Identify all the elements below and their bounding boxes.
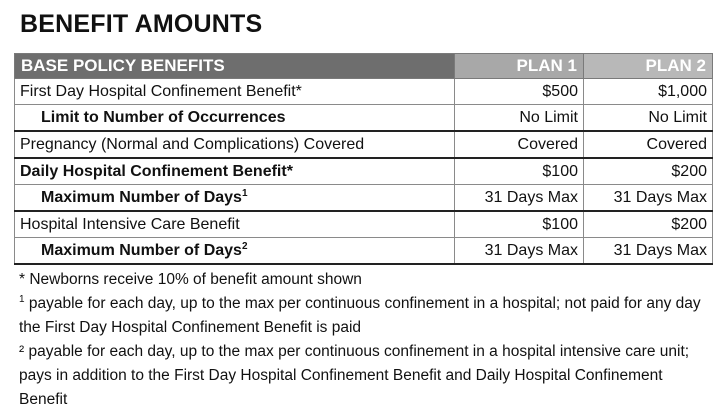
footnote-2-text: payable for each day, up to the max per continuous confinement in a hospital intensive care unit; pays in addition to the First Day Hospital Confinement Benefit and Daily Hospital Confinement Benefit [19,343,690,408]
row-plan-1-value: Covered [455,131,584,158]
row-plan-1-value: $500 [455,79,584,105]
row-plan-1-value: No Limit [455,105,584,132]
row-plan-2-value: $1,000 [584,79,713,105]
table-row [15,211,713,238]
page-title: BENEFIT AMOUNTS [20,10,263,38]
footnote-1-text: payable for each day, up to the max per continuous confinement in a hospital; not paid for any day the First Day Hospital Confinement Benefit is paid [19,295,701,336]
header-plan-1: PLAN 1 [455,54,584,79]
footnote-mark: 2 [241,240,248,252]
row-label: Daily Hospital Confinement Benefit* [15,158,455,185]
table-row [15,105,713,132]
table-row [15,185,713,212]
footnote-2-mark: ² [19,343,25,360]
table-row [15,238,713,265]
row-label: Pregnancy (Normal and Complications) Covered [15,131,455,158]
row-plan-2-value: No Limit [584,105,713,132]
footnote-newborns: * Newborns receive 10% of benefit amount shown [19,271,362,288]
footnote-1 [19,292,709,340]
row-plan-2-value: Covered [584,131,713,158]
row-plan-1-value: $100 [455,158,584,185]
footnote-1-mark: 1 [19,294,25,305]
footnotes [19,268,709,412]
header-plan-2: PLAN 2 [584,54,713,79]
row-plan-2-value: 31 Days Max [584,238,713,265]
benefit-table [14,53,713,265]
row-plan-1-value: $100 [455,211,584,238]
row-label: Limit to Number of Occurrences [15,105,455,132]
row-label: First Day Hospital Confinement Benefit* [15,79,455,105]
table-row [15,131,713,158]
table-header-row [15,54,713,79]
footnote-mark: 1 [241,187,248,199]
row-plan-2-value: $200 [584,158,713,185]
row-label: Hospital Intensive Care Benefit [15,211,455,238]
table-row [15,158,713,185]
row-plan-2-value: 31 Days Max [584,185,713,212]
row-label: Maximum Number of Days$^1$ [15,185,455,212]
row-plan-1-value: 31 Days Max [455,238,584,265]
row-plan-2-value: $200 [584,211,713,238]
row-label: Maximum Number of Days$^2$ [15,238,455,265]
row-plan-1-value: 31 Days Max [455,185,584,212]
table-row [15,79,713,105]
header-base-policy-benefits: BASE POLICY BENEFITS [15,54,455,79]
footnote-2 [19,340,709,412]
